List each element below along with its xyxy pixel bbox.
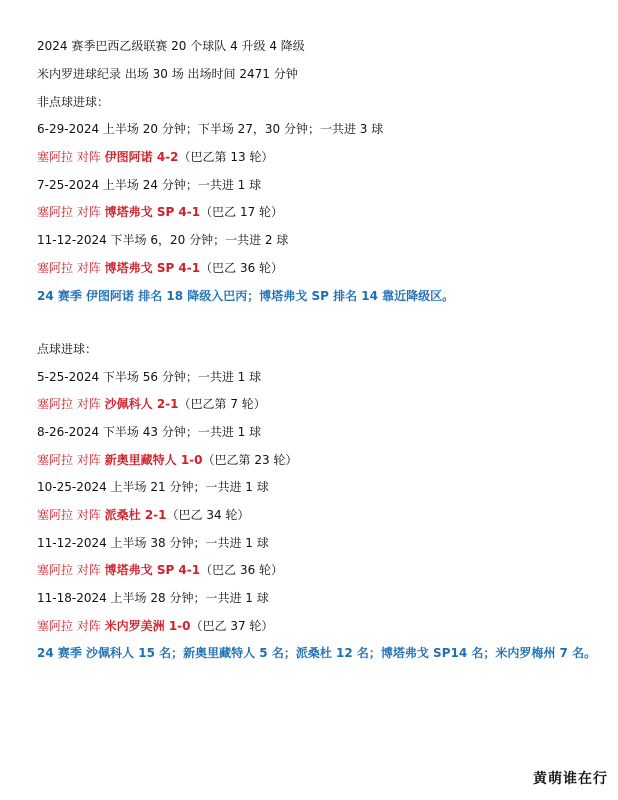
match-prefix: 塞阿拉 对阵 (37, 261, 105, 275)
match-opponent-score: 派桑杜 2-1 (104, 508, 167, 522)
match-prefix: 塞阿拉 对阵 (37, 397, 105, 411)
match-prefix: 塞阿拉 对阵 (37, 453, 105, 467)
match-round: （巴乙 36 轮） (200, 261, 284, 275)
penalty-match-line-3 (37, 507, 249, 523)
intro-line-2: 米内罗进球纪录 出场 30 场 出场时间 2471 分钟 (37, 67, 298, 81)
non-penalty-time-line-1: 6-29-2024 上半场 20 分钟；下半场 27，30 分钟；一共进 3 球 (37, 122, 384, 136)
non-penalty-summary: 24 赛季 伊图阿诺 排名 18 降级入巴丙；博塔弗戈 SP 排名 14 靠近降级区。 (37, 289, 455, 303)
match-round: （巴乙 36 轮） (200, 563, 284, 577)
match-round: （巴乙 17 轮） (200, 205, 284, 219)
match-prefix: 塞阿拉 对阵 (37, 508, 105, 522)
penalty-time-line-3: 10-25-2024 上半场 21 分钟；一共进 1 球 (37, 480, 269, 494)
penalty-match-line-4 (37, 562, 283, 578)
match-round: （巴乙第 13 轮） (178, 150, 274, 164)
match-opponent-score: 伊图阿诺 4-2 (104, 150, 179, 164)
match-prefix: 塞阿拉 对阵 (37, 619, 105, 633)
match-opponent-score: 新奥里藏特人 1-0 (104, 453, 203, 467)
match-opponent-score: 博塔弗戈 SP 4-1 (104, 563, 201, 577)
match-opponent-score: 米内罗美洲 1-0 (104, 619, 191, 633)
penalty-match-line-1 (37, 396, 266, 412)
watermark: 黄萌谁在行 (533, 771, 608, 787)
match-round: （巴乙第 7 轮） (178, 397, 266, 411)
match-prefix: 塞阿拉 对阵 (37, 563, 105, 577)
penalty-time-line-4: 11-12-2024 上半场 38 分钟；一共进 1 球 (37, 536, 269, 550)
penalty-time-line-5: 11-18-2024 上半场 28 分钟；一共进 1 球 (37, 591, 269, 605)
penalty-time-line-1: 5-25-2024 下半场 56 分钟；一共进 1 球 (37, 370, 262, 384)
non-penalty-time-line-3: 11-12-2024 下半场 6，20 分钟；一共进 2 球 (37, 233, 289, 247)
non-penalty-match-line-3 (37, 260, 283, 276)
match-round: （巴乙 34 轮） (166, 508, 250, 522)
non-penalty-match-line-1 (37, 149, 273, 165)
intro-line-1: 2024 赛季巴西乙级联赛 20 个球队 4 升级 4 降级 (37, 39, 305, 53)
section-heading-penalty: 点球进球： (37, 342, 98, 356)
match-opponent-score: 沙佩科人 2-1 (104, 397, 179, 411)
match-round: （巴乙 37 轮） (190, 619, 274, 633)
penalty-time-line-2: 8-26-2024 下半场 43 分钟；一共进 1 球 (37, 425, 262, 439)
penalty-summary: 24 赛季 沙佩科人 15 名；新奥里藏特人 5 名；派桑杜 12 名；博塔弗戈 SP14 名；米内罗梅州 7 名。 (37, 646, 597, 660)
penalty-match-line-5 (37, 618, 273, 634)
match-prefix: 塞阿拉 对阵 (37, 150, 105, 164)
section-heading-non-penalty: 非点球进球： (37, 95, 110, 109)
penalty-match-line-2 (37, 452, 297, 468)
match-opponent-score: 博塔弗戈 SP 4-1 (104, 205, 201, 219)
non-penalty-match-line-2 (37, 204, 283, 220)
non-penalty-time-line-2: 7-25-2024 上半场 24 分钟；一共进 1 球 (37, 178, 262, 192)
match-prefix: 塞阿拉 对阵 (37, 205, 105, 219)
match-opponent-score: 博塔弗戈 SP 4-1 (104, 261, 201, 275)
match-round: （巴乙第 23 轮） (202, 453, 298, 467)
